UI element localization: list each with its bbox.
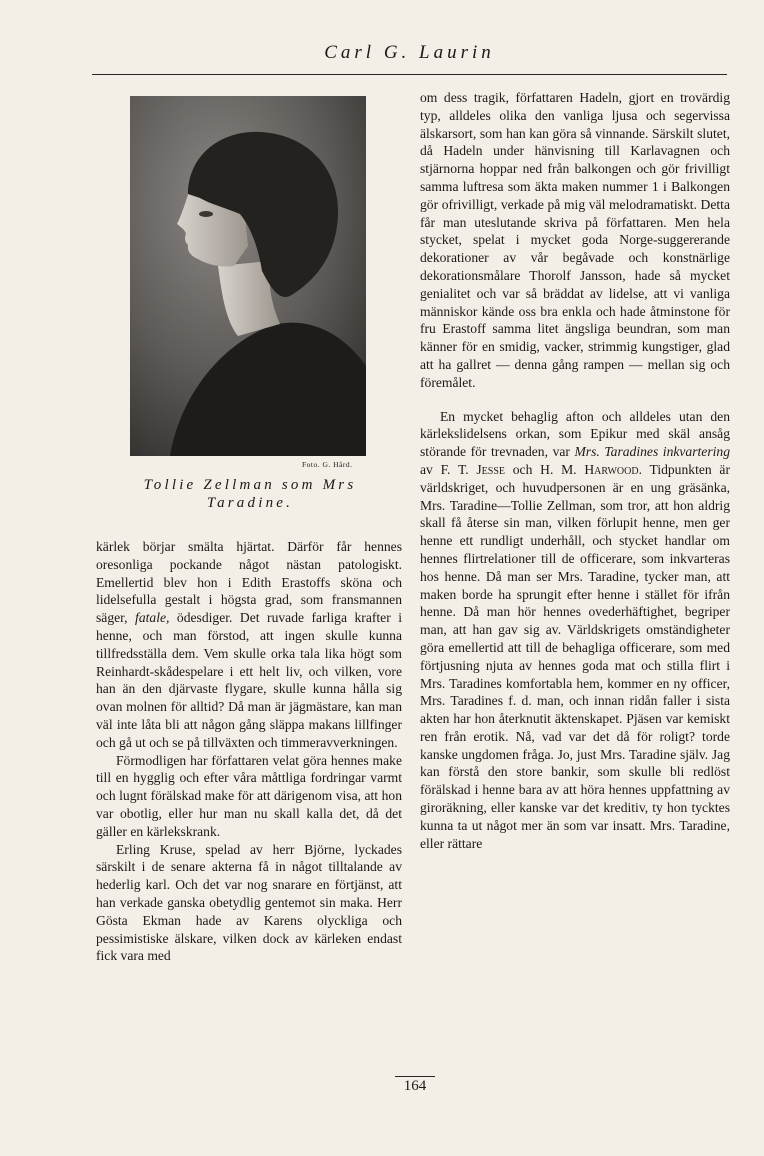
left-p1-fatale: fatale, xyxy=(135,610,170,626)
right-p2-a: En mycket behaglig afton och alldeles utan den kärlekslidelsens orkan, som Epikur med skäl ansåg störande för trevnaden, var xyxy=(420,408,730,460)
figure-caption xyxy=(100,476,400,512)
right-column xyxy=(420,89,730,852)
right-p2-d: . Tidpunkten är världskriget, och huvudpersonen är en ung gräsänka, Mrs. Taradine—Tollie Zellman, som tror, att hon aldrig skall få återse sin man, vilken förlupit henne, men ger henne ett rundligt underhåll, och stycket handlar om hennes flirtrelationer till de officerare, som inkvarteras hos henne. Då man ser Mrs. Taradine, tycker man, att maken borde ha sprungit efter henne i stället för ifrån henne. Då man hör hennes ovederhäftighet, begriper man, att han gav sig av. Världskrigets omständigheter göra emellertid att till de behagliga officerare, som med förtjusning njuta av hennes goda mat och stilla flirt i Mrs. Taradines komfortabla hem, kommer en ny officer, Mrs. Taradines f. d. man, och innan ridån faller i sista akten har hon återknutit äktenskapet. Pjäsen var kemiskt ren från erotik. Nå, vad var det då för roligt? torde kanske ungdomen fråga. Jo, just Mrs. Taradine själv. Jag kan förstå den store bankir, som skulle bli redlöst förälskad i henne bara av att höra hennes uppfattning av giroräkning, eller kanske var det kreditiv, ty hon tycktes kunna ta ut något mer än som var insatt. Mrs. Taradine, eller rättare xyxy=(420,461,730,851)
caption-line-2: Taradine. xyxy=(206,495,294,511)
page-number: 164 xyxy=(403,1078,427,1094)
caption-line-1: Tollie Zellman som Mrs xyxy=(143,477,357,493)
left-column xyxy=(96,538,402,965)
right-paragraph-2 xyxy=(420,408,730,853)
left-p1-text2: ödesdiger. Det ruvade farliga krafter i henne, och man förstod, att ingen skulle kunna tillfredsställa dem. Vem skulle orka tala lika högt som Reinhardt-skådespelare i ett helt liv, och vilken, vore han än den djärvaste flygare, skulle kunna hålla sig ovan molnen för alltid? Då man är jägmästare, kan man väl inte låta bli att någon gång släppa makans lillfinger och gå ut och se på tillväxten och timmeravverkningen. xyxy=(96,610,403,750)
left-paragraph-1 xyxy=(96,538,402,752)
play-title: Mrs. Taradines inkvartering xyxy=(574,444,730,460)
portrait-image xyxy=(130,96,366,456)
left-p1-text: kärlek börjar smälta hjärtat. Därför får hennes oresonliga pockande något nästan patologiskt. Emellertid blev hon i Edith Erastoffs sköna och lidelsefulla gestalt i högsta grad, som fransmannen säger, xyxy=(96,539,402,626)
portrait-photo xyxy=(130,96,366,456)
right-paragraph-1: om dess tragik, författaren Hadeln, gjort en trovärdig typ, alldeles olika den vanliga ljusa och segervissa älskarsort, som han kan göra så vinnande. Särskilt slutet, då Hadeln under hänvisning till Karlavagnen och stjärnorna hoppar ned från balkongen och gör frivilligt samma luftresa som äkta maken nummer 1 i Balkongen gör ofrivilligt, verkade på mig väl melodramatiskt. Detta får man uteslutande skriva på författaren. Men hela stycket, spelat i mycket goda Norge-suggererande dekorationer av vår begåvade och konstnärlige dekorationsmålare Thorolf Jansson, hade så mycket genialitet och var så bräddat av lidelse, att vi vanliga människor kände oss bra enkla och hade åtminstone för fru Erastoff samma litet ängsliga beundran, som man känner för en smidig, vacker, strimmig kungstiger, glad att ha gallret — denna gång rampen — mellan sig och föremålet. xyxy=(420,90,730,390)
right-p2-c: och H. M. xyxy=(505,461,585,477)
running-header: Carl G. Laurin xyxy=(324,42,495,63)
footer-rule xyxy=(395,1076,435,1077)
header-rule xyxy=(92,74,727,75)
right-p2-b: av F. T. xyxy=(420,461,477,477)
left-paragraph-3: Erling Kruse, spelad av herr Björne, lyckades särskilt i de senare akterna få in något tilltalande av hederlig karl. Och det var nog snarare en förtjänst, att han verkade ganska obetydlig gentemot sin maka. Herr Gösta Ekman hade av Karens olyckliga och pessimistiske älskare, vilken dock av kärleken endast fick vara med xyxy=(96,841,402,964)
photo-credit: Foto. G. Hård. xyxy=(302,460,353,469)
author-harwood: Harwood xyxy=(584,461,639,477)
left-paragraph-2: Förmodligen har författaren velat göra hennes make till en hygglig och efter våra måttliga fordringar varmt och lugnt förälskad make för att därigenom visa, att hon var obotlig, eller hur man nu skall kalla det, då det gäller en kärlekskrank. xyxy=(96,752,402,839)
author-jesse: Jesse xyxy=(476,461,506,477)
